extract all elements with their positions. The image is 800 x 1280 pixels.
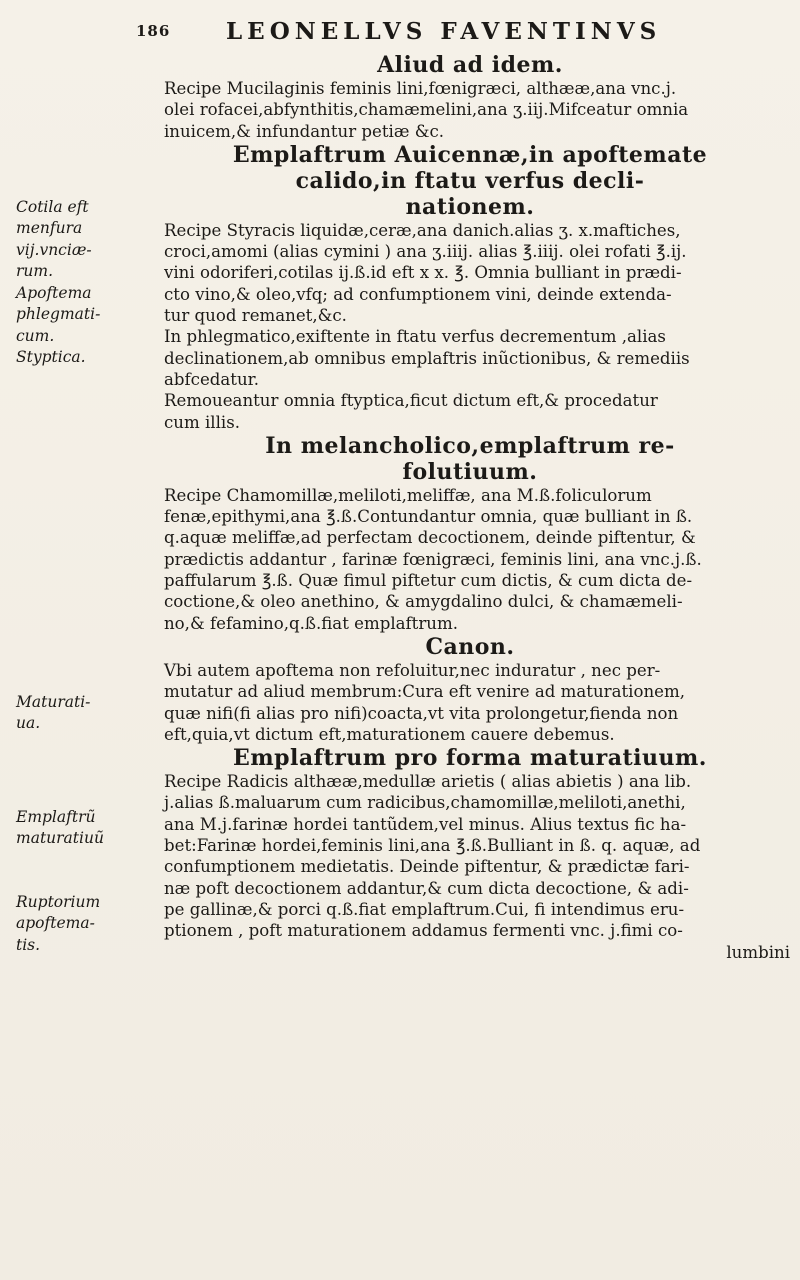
text-line: eft,quia,vt dictum eft,maturationem cauere debemus.: [164, 724, 615, 744]
heading-line: nationem.: [405, 193, 535, 220]
recipe-radicis-althaeae: [150, 771, 790, 963]
text-line: Recipe Radicis althææ,medullæ arietis ( alias abietis ) ana lib.: [164, 772, 692, 792]
remoueantur: [150, 390, 790, 433]
page-header: [136, 18, 790, 48]
text-line: no,& fefamino,q.ß.fiat emplaftrum.: [164, 613, 458, 633]
heading-line: Canon.: [425, 633, 515, 660]
margin-line: maturatiuũ: [16, 829, 104, 848]
heading-line: folutiuum.: [402, 458, 538, 485]
recipe-chamomillae: [150, 485, 790, 634]
text-line: croci,amomi (alias cymini ) ana ʒ.iiij. alias ℥.iiij. olei rofati ℥.ij.: [164, 242, 687, 262]
text-line: Vbi autem apoftema non refoluitur,nec induratur , nec per-: [164, 660, 661, 680]
catchword: lumbini: [726, 942, 790, 962]
margin-line: cum.: [16, 326, 55, 345]
heading-emplastrum-maturatiuum: [150, 745, 790, 771]
heading-line: In melancholico,emplaftrum re-: [265, 432, 675, 459]
text-line: j.alias ß.maluarum cum radicibus,chamomillæ,meliloti,anethi,: [164, 793, 686, 813]
heading-line: Aliud ad idem.: [377, 52, 563, 78]
text-line: Remoueantur omnia ftyptica,ficut dictum eft,& procedatur: [164, 391, 658, 411]
margin-note-apostema: [16, 283, 144, 368]
in-phlegmatico: [150, 326, 790, 390]
margin-line: tis.: [16, 935, 41, 954]
heading-emplastrum-auicennae: [150, 142, 790, 220]
text-line: confumptionem medietatis. Deinde piftentur, & prædictæ fari-: [164, 857, 690, 877]
text-line: ptionem , poft maturationem addamus fermenti vnc. j.fimi co-: [164, 921, 683, 941]
text-line: cto vino,& oleo,vfq; ad confumptionem vini, deinde extenda-: [164, 284, 672, 304]
margin-line: Emplaftrũ: [16, 808, 96, 826]
margin-note-ruptorium: [16, 892, 144, 956]
text-line: olei rofacei,abfynthitis,chamæmelini,ana ʒ.iij.Mifceatur omnia: [164, 100, 689, 120]
margin-note-emplastrum: [16, 807, 144, 850]
recipe-styracis: [150, 220, 790, 326]
text-line: ana M.j.farinæ hordei tantũdem,vel minus. Alius textus fic ha-: [164, 814, 687, 834]
text-line: coctione,& oleo anethino, & amygdalino dulci, & chamæmeli-: [164, 592, 683, 612]
text-line: vini odoriferi,cotilas ij.ß.id eft x x. ℥. Omnia bulliant in prædi-: [164, 263, 682, 283]
margin-line: phlegmati-: [16, 305, 101, 324]
text-line: cum illis.: [164, 412, 241, 432]
running-head: LEONELLVS FAVENTINVS: [226, 18, 662, 45]
text-line: prædictis addantur , farinæ fœnigræci, feminis lini, ana vnc.j.ß.: [164, 549, 702, 569]
text-line: mutatur ad aliud membrum:Cura eft venire ad maturationem,: [164, 682, 685, 702]
text-line: paffularum ℥.ß. Quæ fimul piftetur cum dictis, & cum dicta de-: [164, 571, 693, 591]
heading-line: Emplaftrum pro forma maturatiuum.: [233, 745, 707, 772]
text-line: pe gallinæ,& porci q.ß.fiat emplaftrum.Cui, fi intendimus eru-: [164, 899, 685, 919]
margin-line: Cotila eft: [16, 198, 89, 216]
heading-canon: [150, 634, 790, 660]
text-line: Recipe Chamomillæ,meliloti,meliffæ, ana M.ß.foliculorum: [164, 485, 652, 505]
margin-line: ua.: [16, 714, 41, 733]
text-line: In phlegmatico,exiftente in ftatu verfus decrementum ,alias: [164, 327, 666, 347]
canon-text: [150, 660, 790, 745]
margin-line: Styptica.: [16, 347, 86, 366]
margin-note-cotila: [16, 197, 144, 282]
margin-line: menfura: [16, 219, 83, 238]
text-line: q.aquæ meliffæ,ad perfectam decoctionem, deinde piftentur, &: [164, 528, 696, 548]
margin-note-maturatiua: [16, 692, 144, 735]
heading-aliud-ad-idem: [150, 52, 790, 78]
text-line: tur quod remanet,&c.: [164, 306, 347, 326]
heading-line: calido,in ftatu verfus decli-: [295, 167, 645, 194]
text-line: Recipe Styracis liquidæ,ceræ,ana danich.alias ʒ. x.maftiches,: [164, 220, 681, 240]
margin-line: vij.vnciæ-: [16, 240, 92, 259]
text-line: fenæ,epithymi,ana ℥.ß.Contundantur omnia, quæ bulliant in ß.: [164, 507, 693, 527]
margin-line: rum.: [16, 261, 54, 280]
text-line: inuicem,& infundantur petiæ &c.: [164, 121, 445, 141]
margin-line: apoftema-: [16, 914, 95, 933]
recipe-mucilaginis: [150, 78, 790, 142]
main-text: [150, 52, 790, 963]
heading-line: Emplaftrum Auicennæ,in apoftemate: [232, 141, 708, 168]
text-line: declinationem,ab omnibus emplaftris inũctionibus, & remediis: [164, 348, 690, 368]
margin-line: Maturati-: [16, 693, 91, 711]
heading-in-melancholico: [150, 433, 790, 485]
margin-line: Ruptorium: [16, 893, 101, 911]
text-line: næ poft decoctionem addantur,& cum dicta decoctione, & adi-: [164, 878, 689, 898]
text-line: bet:Farinæ hordei,feminis lini,ana ℥.ß.Bulliant in ß. q. aquæ, ad: [164, 836, 701, 856]
page-number: 186: [136, 22, 171, 40]
text-line: abfcedatur.: [164, 369, 260, 389]
text-line: quæ nifi(fi alias pro nifi)coacta,vt vita prolongetur,fienda non: [164, 703, 679, 723]
margin-line: Apoftema: [16, 284, 92, 302]
text-line: Recipe Mucilaginis feminis lini,fœnigræci, althææ,ana vnc.j.: [164, 79, 677, 98]
